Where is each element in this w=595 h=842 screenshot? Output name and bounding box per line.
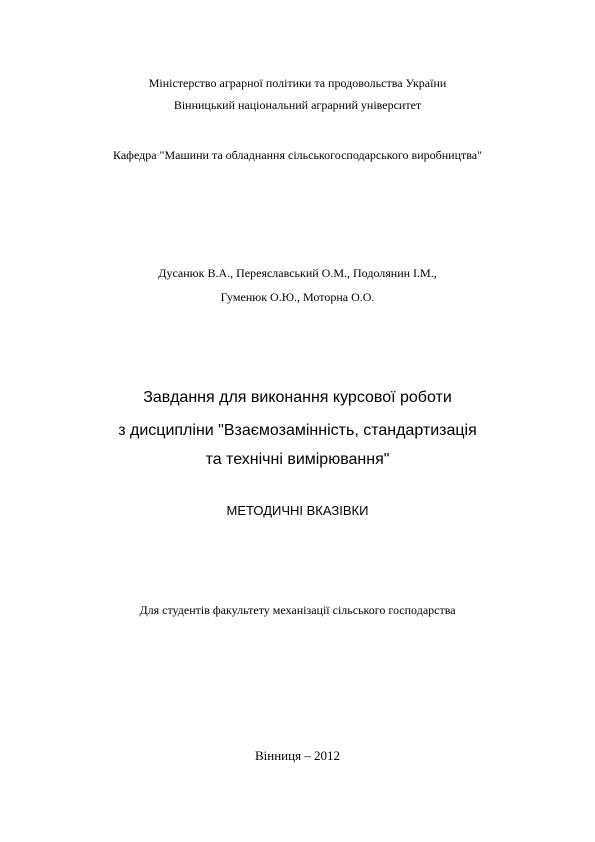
department-name: Кафедра "Машини та обладнання сільськогосподарського виробництва" xyxy=(113,148,482,162)
authors-line-1: Дусанюк В.А., Переяславський О.М., Подолянин І.М., xyxy=(158,266,437,280)
document-title-line-2: з дисципліни "Взаємозамінність, стандартизація xyxy=(118,422,477,439)
target-audience: Для студентів факультету механізації сільського господарства xyxy=(139,603,456,617)
authors-line-2: Гуменюк О.Ю., Моторна О.О. xyxy=(220,290,375,304)
document-subtitle: МЕТОДИЧНІ ВКАЗІВКИ xyxy=(226,503,369,518)
document-title-line-1: Завдання для виконання курсової роботи xyxy=(143,389,452,406)
university-name: Вінницький національний аграрний університет xyxy=(173,98,422,112)
place-year: Вінниця – 2012 xyxy=(254,748,341,763)
document-title-line-3: та технічні вимірювання" xyxy=(205,451,390,468)
ministry-name: Міністерство аграрної політики та продовольства України xyxy=(148,76,447,90)
